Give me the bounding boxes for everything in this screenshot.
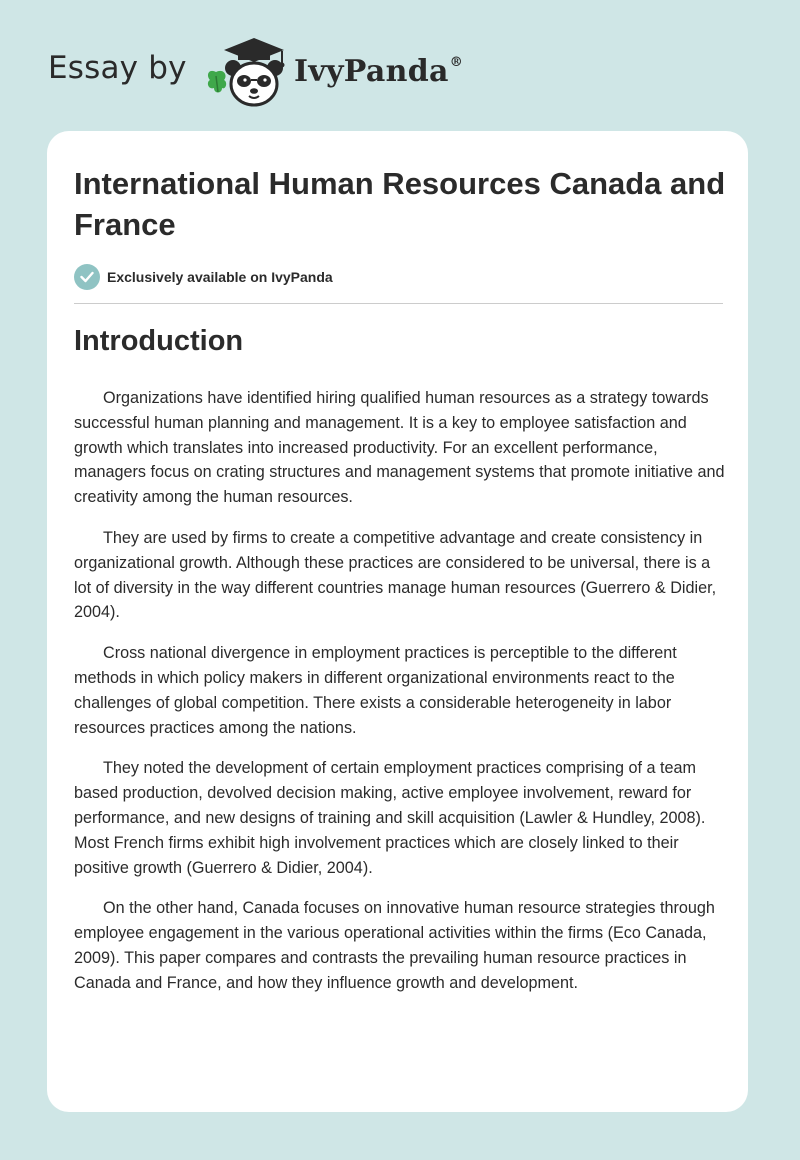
panda-graduate-icon[interactable] [202, 34, 290, 110]
ivy-leaf-icon [208, 71, 226, 93]
paragraph: They noted the development of certain employment practices comprising of a team based production, devolved decision making, active employee involvement, reward for performance, and new designs of training and skill acquisition (Lawler & Hundley, 2008). Most French firms exhibit high involvement practices which are closely linked to their positive growth (Guerrero & Didier, 2004). [74, 759, 706, 877]
site-header [48, 34, 548, 114]
exclusive-label: Exclusively available on IvyPanda [107, 269, 333, 285]
section-heading: Introduction [74, 325, 244, 357]
paragraph: Cross national divergence in employment practices is perceptible to the different methods in which policy makers in different organizational environments react to the challenges of global competition. There exists a considerable heterogeneity in labor resources practices among the nations. [74, 644, 677, 737]
exclusive-badge [74, 264, 333, 290]
registered-mark: ® [449, 55, 464, 70]
essay-card [47, 131, 748, 1112]
paragraph: They are used by firms to create a competitive advantage and create consistency in organizational growth. Although these practices are considered to be universal, there is a lot of diversity in the way different countries manage human resources (Guerrero & Didier, 2004). [74, 528, 717, 622]
divider [74, 303, 723, 304]
brand-name[interactable] [294, 54, 463, 89]
brand-text: IvyPanda [294, 54, 449, 89]
paragraph: Organizations have identified hiring qualified human resources as a strategy towards successful human planning and management. It is a key to employee satisfaction and growth which translates into increased productivity. For an excellent performance, managers focus on crating structures and management systems that promote initiative and creativity among the human resources. [74, 389, 725, 507]
paragraph: On the other hand, Canada focuses on innovative human resource strategies through employee engagement in the various operational activities within the firms (Eco Canada, 2009). This paper compares and contrasts the prevailing human resource practices in Canada and France, and how they influence growth and development. [74, 899, 715, 992]
essay-by-label: Essay by [48, 50, 187, 86]
essay-title: International Human Resources Canada and France [74, 166, 726, 242]
essay-body [74, 386, 726, 1012]
check-circle-icon [74, 264, 100, 290]
